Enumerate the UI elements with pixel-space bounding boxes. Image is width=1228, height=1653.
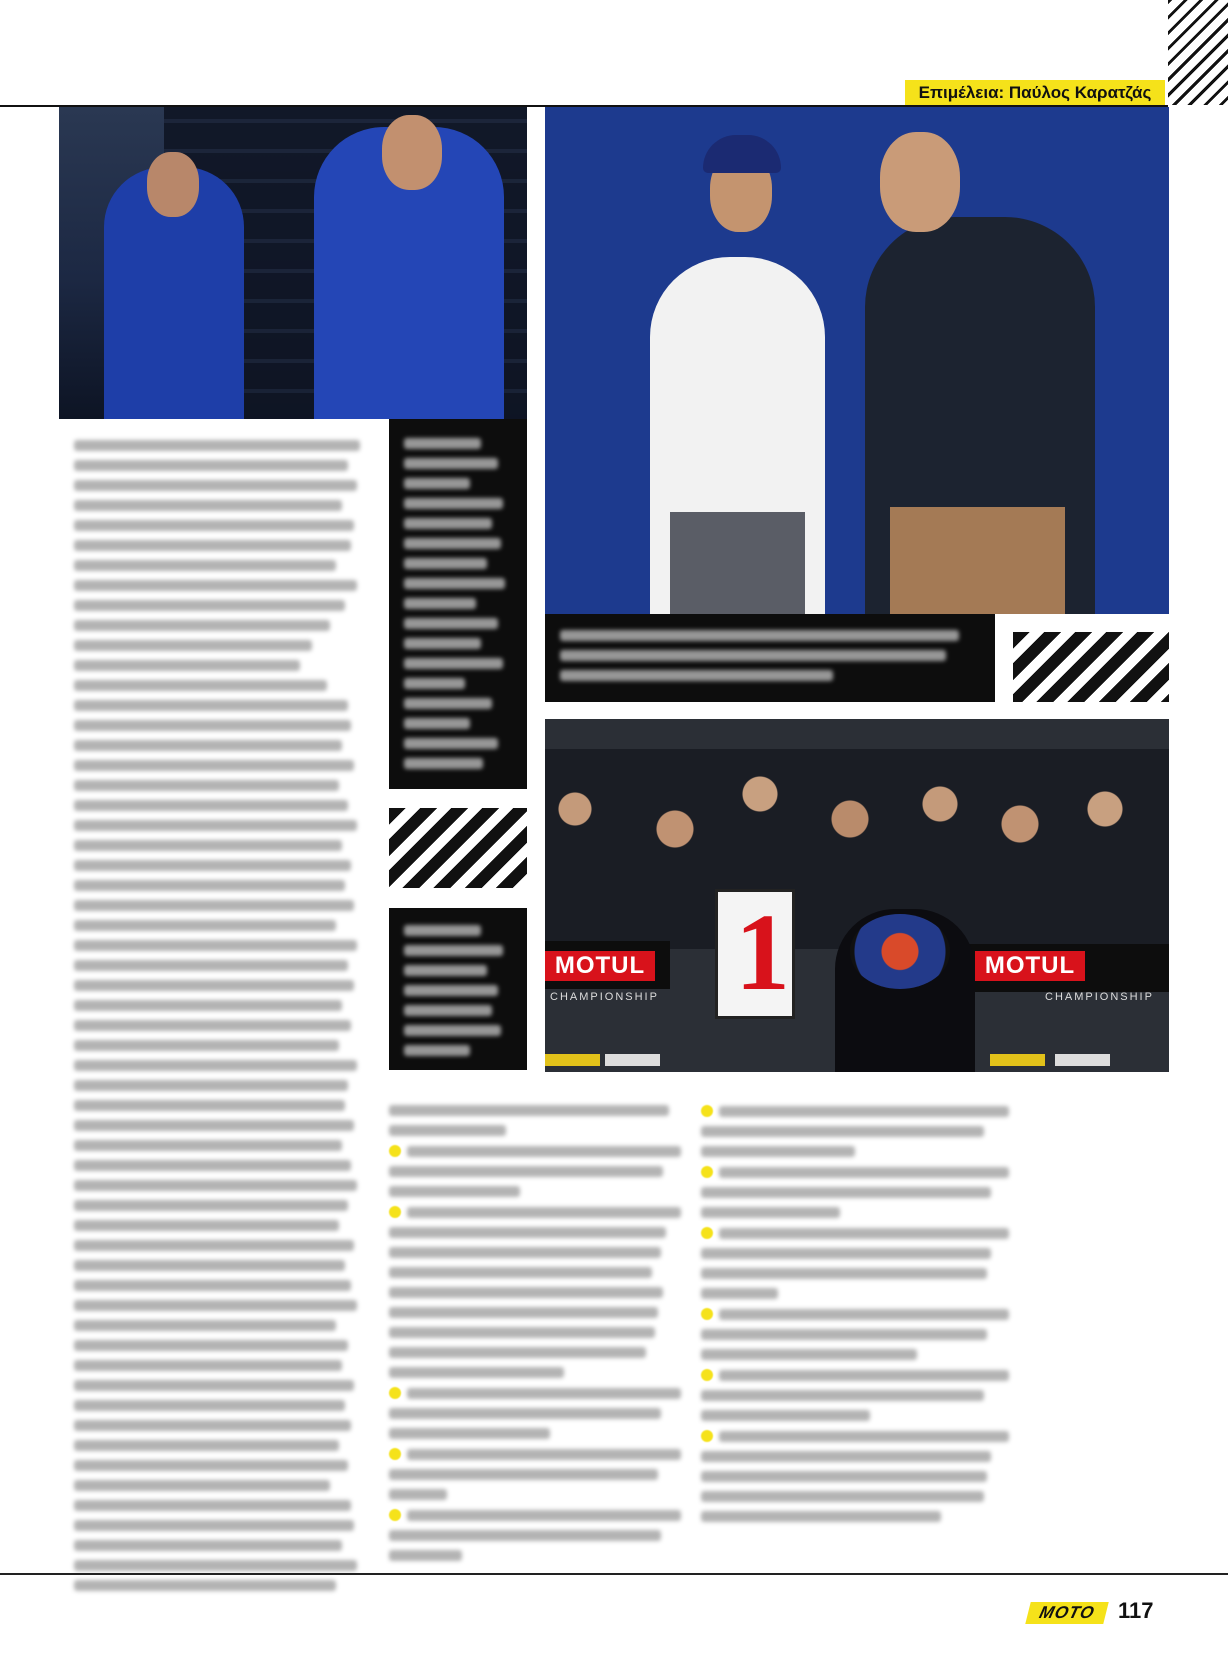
person-blazer-trousers [890, 507, 1065, 614]
page-number: 117 [1118, 1598, 1154, 1623]
stripe-decoration-left [389, 808, 527, 888]
person-left-head [147, 152, 199, 217]
pull-quote-2-text [404, 925, 514, 1065]
sponsor-logo [990, 1054, 1045, 1066]
championship-text-left: CHAMPIONSHIP [550, 991, 659, 1003]
cap [703, 135, 781, 173]
list-item [701, 1369, 1009, 1381]
sponsor-logo [1055, 1054, 1110, 1066]
person-blazer-head [880, 132, 960, 232]
photo-caption-text [560, 630, 980, 690]
sponsor-logo [605, 1054, 660, 1066]
list-item [389, 1387, 681, 1399]
article-column-1 [74, 440, 372, 1600]
list-item [389, 1448, 681, 1460]
person-white-shirt-trousers [670, 512, 805, 614]
stripe-decoration-right [1013, 632, 1169, 702]
team-crowd [545, 749, 1169, 949]
article-column-2 [389, 1105, 681, 1570]
list-item [389, 1145, 681, 1157]
photo-handshake-blue-wall [545, 107, 1169, 614]
list-item [701, 1308, 1009, 1320]
rider-helmet [850, 914, 950, 989]
motul-logo-left: MOTUL [545, 951, 655, 981]
list-item [389, 1206, 681, 1218]
editor-credit: Επιμέλεια: Παύλος Καρατζάς [905, 80, 1165, 105]
photo-team-celebration [545, 719, 1169, 1072]
sponsor-logo [545, 1054, 600, 1066]
list-item [701, 1166, 1009, 1178]
board-number: 1 [735, 891, 790, 1013]
magazine-logo: MOTO [1025, 1602, 1108, 1624]
corner-stripe-decoration [1168, 0, 1228, 105]
article-column-3 [701, 1105, 1009, 1531]
list-item [701, 1227, 1009, 1239]
list-item [701, 1430, 1009, 1442]
footer-rule [0, 1573, 1228, 1575]
photo-handshake-sponsor-wall [59, 107, 527, 419]
motul-logo-right: MOTUL [975, 951, 1085, 981]
pull-quote-1-text [404, 438, 514, 778]
list-item [389, 1509, 681, 1521]
person-right-head [382, 115, 442, 190]
championship-text-right: CHAMPIONSHIP [1045, 991, 1154, 1003]
list-item [701, 1105, 1009, 1117]
